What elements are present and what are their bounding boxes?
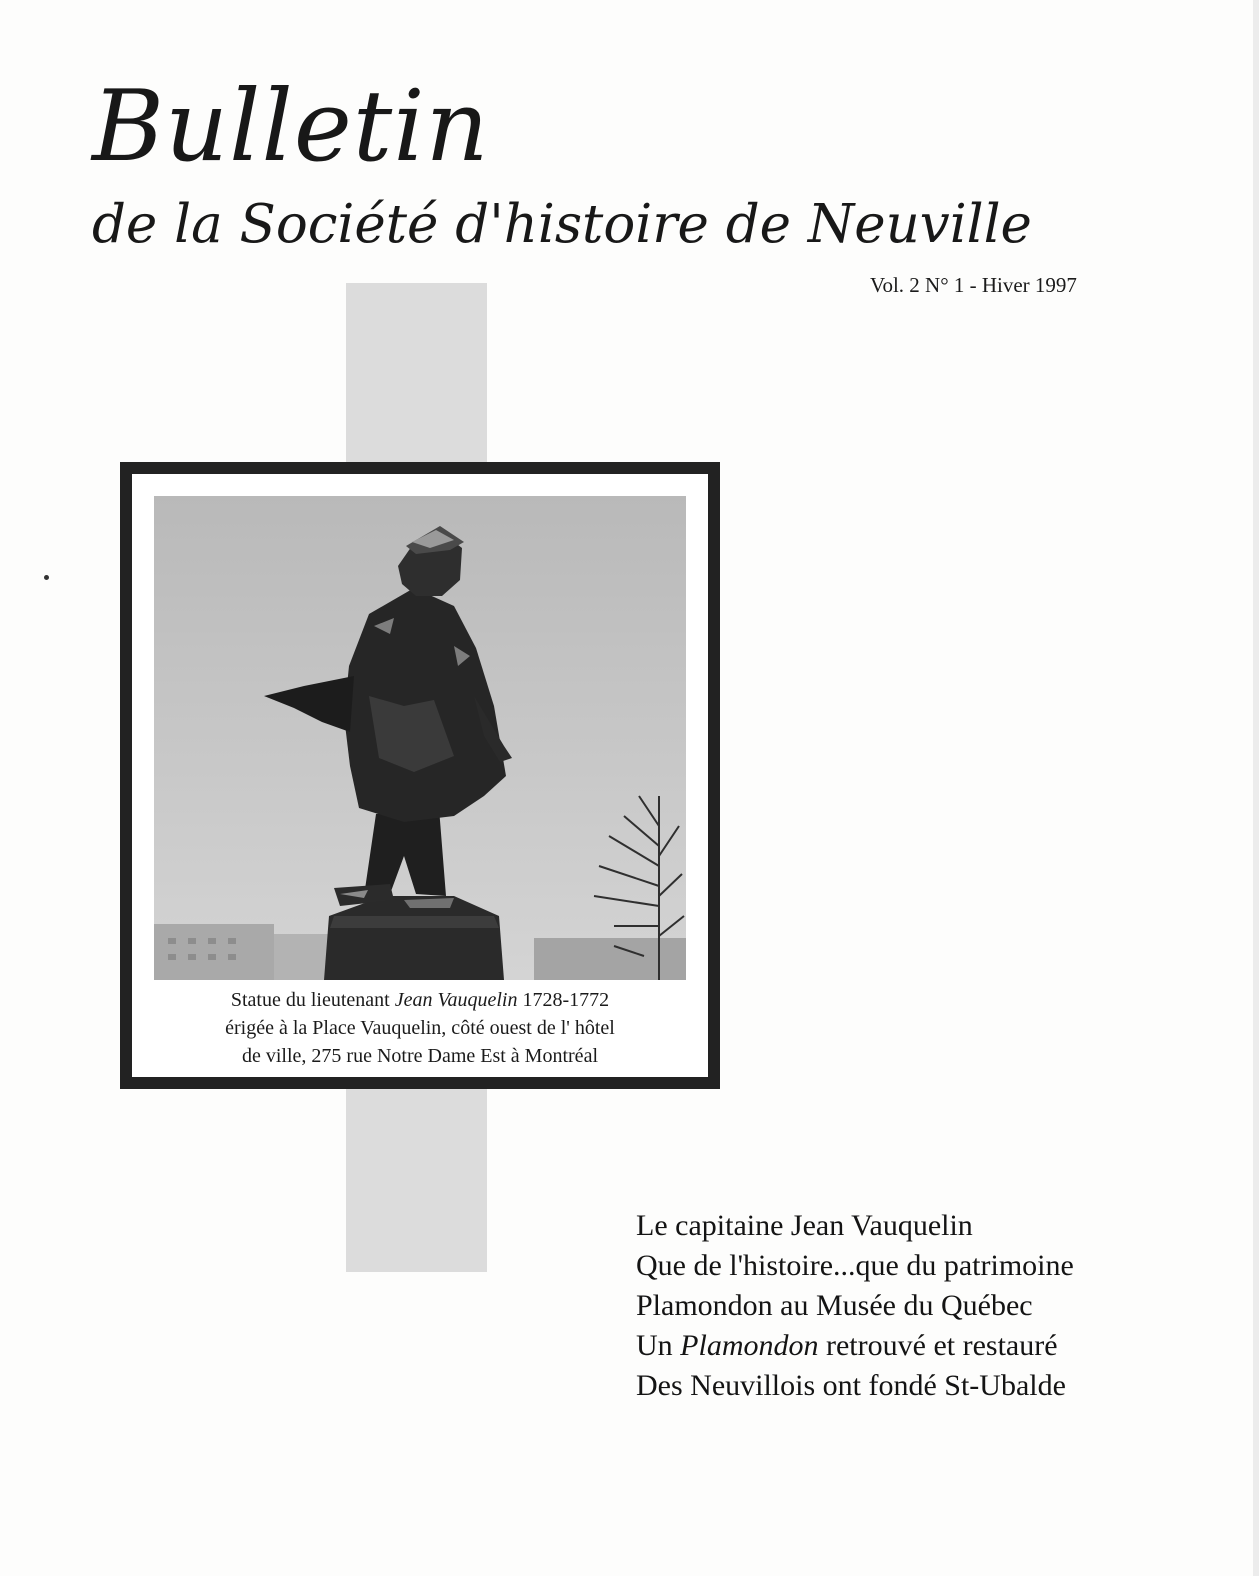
toc-item-suffix: retrouvé et restauré	[818, 1329, 1058, 1362]
toc-item: Le capitaine Jean Vauquelin	[636, 1209, 973, 1242]
bulletin-title: Bulletin	[92, 70, 490, 184]
caption-dates: 1728-1772	[517, 989, 610, 1011]
caption-line-2: érigée à la Place Vauquelin, côté ouest de l' hôtel	[225, 1017, 615, 1039]
caption-prefix: Statue du lieutenant	[230, 989, 395, 1011]
toc-item: Des Neuvillois ont fondé St-Ubalde	[636, 1369, 1066, 1402]
bulletin-subtitle: de la Société d'histoire de Neuville	[92, 194, 1032, 255]
caption-line-1	[132, 986, 708, 1014]
toc-item-prefix: Un	[636, 1329, 681, 1362]
toc-item: Plamondon au Musée du Québec	[636, 1289, 1033, 1322]
statue-photo	[154, 496, 686, 980]
gray-band-bottom	[346, 1088, 487, 1272]
scan-speck	[44, 575, 49, 580]
photo-caption	[132, 986, 708, 1070]
toc-item	[636, 1326, 1196, 1366]
toc-item-italic: Plamondon	[680, 1329, 819, 1362]
statue-illustration	[154, 496, 686, 980]
caption-name: Jean Vauquelin	[394, 989, 518, 1011]
scan-edge	[1253, 0, 1259, 1576]
table-of-contents	[636, 1206, 1196, 1406]
toc-item: Que de l'histoire...que du patrimoine	[636, 1249, 1074, 1282]
issue-number: Vol. 2 N° 1 - Hiver 1997	[870, 273, 1077, 297]
caption-line-3: de ville, 275 rue Notre Dame Est à Montréal	[242, 1045, 598, 1067]
photo-frame	[120, 462, 720, 1089]
gray-band-top	[346, 283, 487, 466]
